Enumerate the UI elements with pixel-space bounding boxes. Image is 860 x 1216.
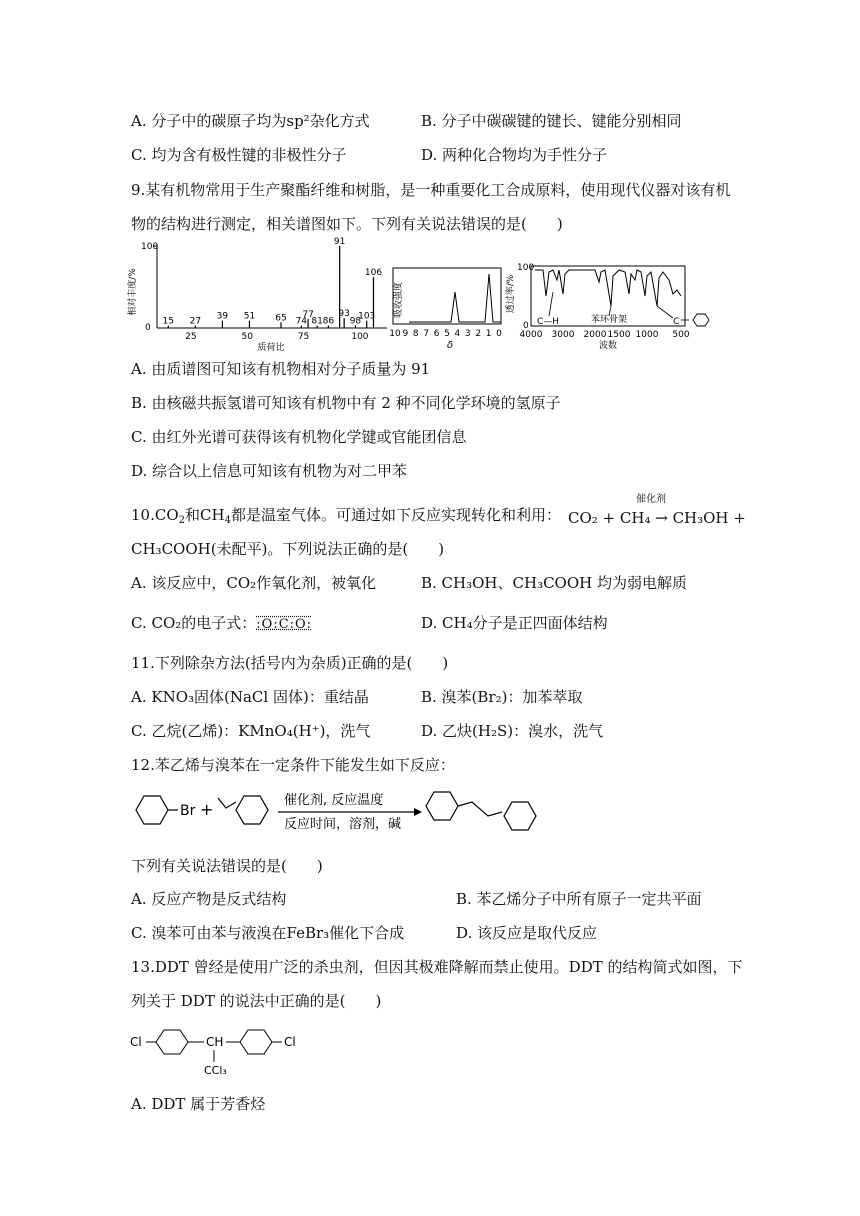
mass-spectrum [126, 237, 387, 353]
q9-option-a: A. 由质谱图可知该有机物相对分子质量为 91 [131, 360, 431, 378]
ir-spectrum [504, 263, 709, 351]
q13-option-a: A. DDT 属于芳香烃 [131, 1095, 266, 1113]
ir-y100: 100 [517, 263, 535, 273]
ms-peak-label-15: 15 [162, 316, 175, 327]
q10-stem-part-b: 和CH [185, 506, 225, 524]
ms-peak-label-98: 98 [349, 316, 362, 327]
ms-peak-label-106: 106 [364, 268, 383, 279]
ir-annotation-c: C [673, 317, 680, 327]
ms-tick-75: 75 [297, 332, 310, 342]
ddt-structure [128, 1024, 328, 1080]
q12-option-d: D. 该反应是取代反应 [456, 924, 598, 942]
ms-ylabel: 相对丰度/% [128, 268, 138, 316]
q11-option-c: C. 乙烷(乙烯)：KMnO₄(H⁺)，洗气 [131, 722, 371, 740]
nmr-tick-6: 6 [433, 329, 440, 339]
q10-equation: CO₂ + CH₄ → CH₃OH + [568, 509, 746, 527]
nmr-trace [409, 274, 501, 322]
nmr-xlabel: δ [446, 340, 454, 351]
ir-tick-1500: 1500 [607, 330, 631, 340]
q10-option-d: D. CH₄分子是正四面体结构 [421, 614, 608, 632]
ddt-ring-right-icon [240, 1030, 272, 1054]
ms-peak-label-51: 51 [243, 311, 256, 322]
ir-tick-500: 500 [672, 330, 690, 340]
ms-peak-label-65: 65 [275, 313, 287, 324]
ir-y0: 0 [523, 321, 529, 331]
q10-stem-line1: $10.CO_2$和$CH_4$都是温室气体。可通过如下反应实现转化和利用： [131, 506, 561, 526]
ms-tick-100: 100 [351, 332, 369, 342]
ddt-cl-left: Cl [130, 1035, 142, 1049]
q11-stem: 11.下列除杂方法(括号内为杂质)正确的是( ) [131, 654, 449, 672]
ms-peak-label-103: 103 [358, 311, 376, 322]
nmr-tick-4: 4 [454, 329, 461, 339]
q9-stem-line1: 9.某有机物常用于生产聚酯纤维和树脂，是一种重要化工合成原料，使用现代仪器对该有机 [131, 181, 731, 199]
q12-reaction-scheme [128, 782, 568, 842]
ir-tick-4000: 4000 [519, 330, 543, 340]
nmr-tick-0: 0 [496, 329, 502, 339]
reaction-condition-bottom: 反应时间，溶剂，碱 [284, 817, 402, 832]
ms-peak-label-81: 81 [311, 316, 323, 327]
product-ring-right-icon [504, 802, 536, 830]
ir-tick-2000: 2000 [583, 330, 607, 340]
nmr-tick-8: 8 [412, 329, 419, 339]
q9-option-d: D. 综合以上信息可知该有机物为对二甲苯 [131, 462, 408, 480]
q12-option-c: C. 溴苯可由苯与液溴在FeBr₃催化下合成 [131, 924, 405, 942]
q10-option-a: A. 该反应中，CO₂作氧化剂，被氧化 [131, 574, 377, 592]
product-ring-left-icon [426, 792, 458, 820]
ms-tick-25: 25 [185, 332, 197, 342]
vinyl-group [218, 798, 236, 808]
nmr-tick-2: 2 [475, 329, 482, 339]
ir-tick-3000: 3000 [551, 330, 575, 340]
ms-peak-label-74: 74 [295, 316, 308, 327]
q9-stem-line2: 物的结构进行测定，相关谱图如下。下列有关说法错误的是( ) [131, 215, 563, 233]
co2-electron-formula: :O:C:O: [256, 617, 313, 632]
q10-catalyst-label: 催化剂 [636, 494, 666, 505]
ir-xlabel: 波数 [598, 341, 618, 351]
ms-tick-50: 50 [241, 332, 253, 342]
nmr-tick-7: 7 [423, 329, 430, 339]
q10-option-c-text: C. CO₂的电子式： [131, 614, 257, 632]
ir-benzene-ring-icon [693, 314, 709, 326]
trans-double-bond [458, 802, 502, 816]
ms-peak-label-86: 86 [322, 316, 335, 327]
q8-option-a: A. 分子中的碳原子均为sp²杂化方式 [131, 112, 370, 130]
ms-y100: 100 [141, 242, 159, 252]
ms-y0: 0 [145, 323, 151, 333]
ddt-ring-left-icon [156, 1030, 188, 1054]
q12-option-b: B. 苯乙烯分子中所有原子一定共平面 [456, 890, 702, 908]
nmr-spectrum [389, 268, 502, 351]
q13-stem-line1: 13.DDT 曾经是使用广泛的杀虫剂，但因其极难降解而禁止使用。DDT 的结构简式如图，下 [131, 958, 743, 976]
ms-xlabel: 质荷比 [257, 343, 285, 353]
ddt-cl-right: Cl [284, 1035, 296, 1049]
ms-peak-label-91: 91 [333, 237, 346, 247]
ir-annotation-ring: 苯环骨架 [591, 315, 628, 325]
q8-option-c: C. 均为含有极性键的非极性分子 [131, 146, 347, 164]
q12-stem-line2: 下列有关说法错误的是( ) [131, 857, 323, 875]
ir-trace [535, 270, 681, 306]
nmr-tick-1: 1 [485, 329, 492, 339]
q11-option-d: D. 乙炔(H₂S)：溴水，洗气 [421, 722, 604, 740]
ms-peak-label-27: 27 [189, 316, 202, 327]
ms-peak-label-39: 39 [216, 311, 229, 322]
nmr-tick-3: 3 [464, 329, 471, 339]
q9-spectra-figure [125, 236, 725, 354]
q13-stem-line2: 列关于 DDT 的说法中正确的是( ) [131, 992, 382, 1010]
q11-option-b: B. 溴苯(Br₂)：加苯萃取 [421, 688, 583, 706]
q9-option-b: B. 由核磁共振氢谱可知该有机物中有 2 种不同化学环境的氢原子 [131, 394, 561, 412]
q11-option-a: A. KNO₃固体(NaCl 固体)：重结晶 [131, 688, 369, 706]
q10-stem-part-a: 10.CO [131, 506, 179, 524]
benzene-ring-icon [136, 796, 168, 824]
q9-option-c: C. 由红外光谱可获得该有机物化学键或官能团信息 [131, 428, 467, 446]
ir-tick-1000: 1000 [635, 330, 659, 340]
bromo-label: Br [180, 803, 196, 819]
q12-stem: 12.苯乙烯与溴苯在一定条件下能发生如下反应： [131, 756, 455, 774]
plus-sign: + [200, 800, 214, 819]
nmr-tick-9: 9 [402, 329, 409, 339]
ir-ylabel: 透过率/% [506, 274, 516, 314]
q12-option-a: A. 反应产物是反式结构 [131, 890, 287, 908]
reaction-condition-top: 催化剂, 反应温度 [284, 793, 384, 808]
q10-option-c [131, 613, 312, 635]
ms-peak-label-93: 93 [338, 309, 350, 320]
ms-peak-label-77: 77 [302, 309, 314, 320]
styrene-ring-icon [236, 796, 268, 824]
ir-annotation-ch: C—H [537, 317, 560, 327]
q10-option-b: B. CH₃OH、CH₃COOH 均为弱电解质 [421, 574, 688, 592]
nmr-ylabel: 吸收强度 [394, 281, 404, 319]
q10-stem-line2: CH₃COOH(未配平)。下列说法正确的是( ) [131, 540, 445, 558]
q8-option-d: D. 两种化合物均为手性分子 [421, 146, 608, 164]
q10-stem-part-c: 都是温室气体。可通过如下反应实现转化和利用： [230, 506, 561, 524]
ddt-ccl3: CCl₃ [204, 1064, 227, 1077]
ddt-ch: CH [206, 1035, 224, 1049]
nmr-tick-10: 10 [389, 329, 401, 339]
q8-option-b: B. 分子中碳碳键的键长、键能分别相同 [421, 112, 682, 130]
nmr-tick-5: 5 [444, 329, 450, 339]
